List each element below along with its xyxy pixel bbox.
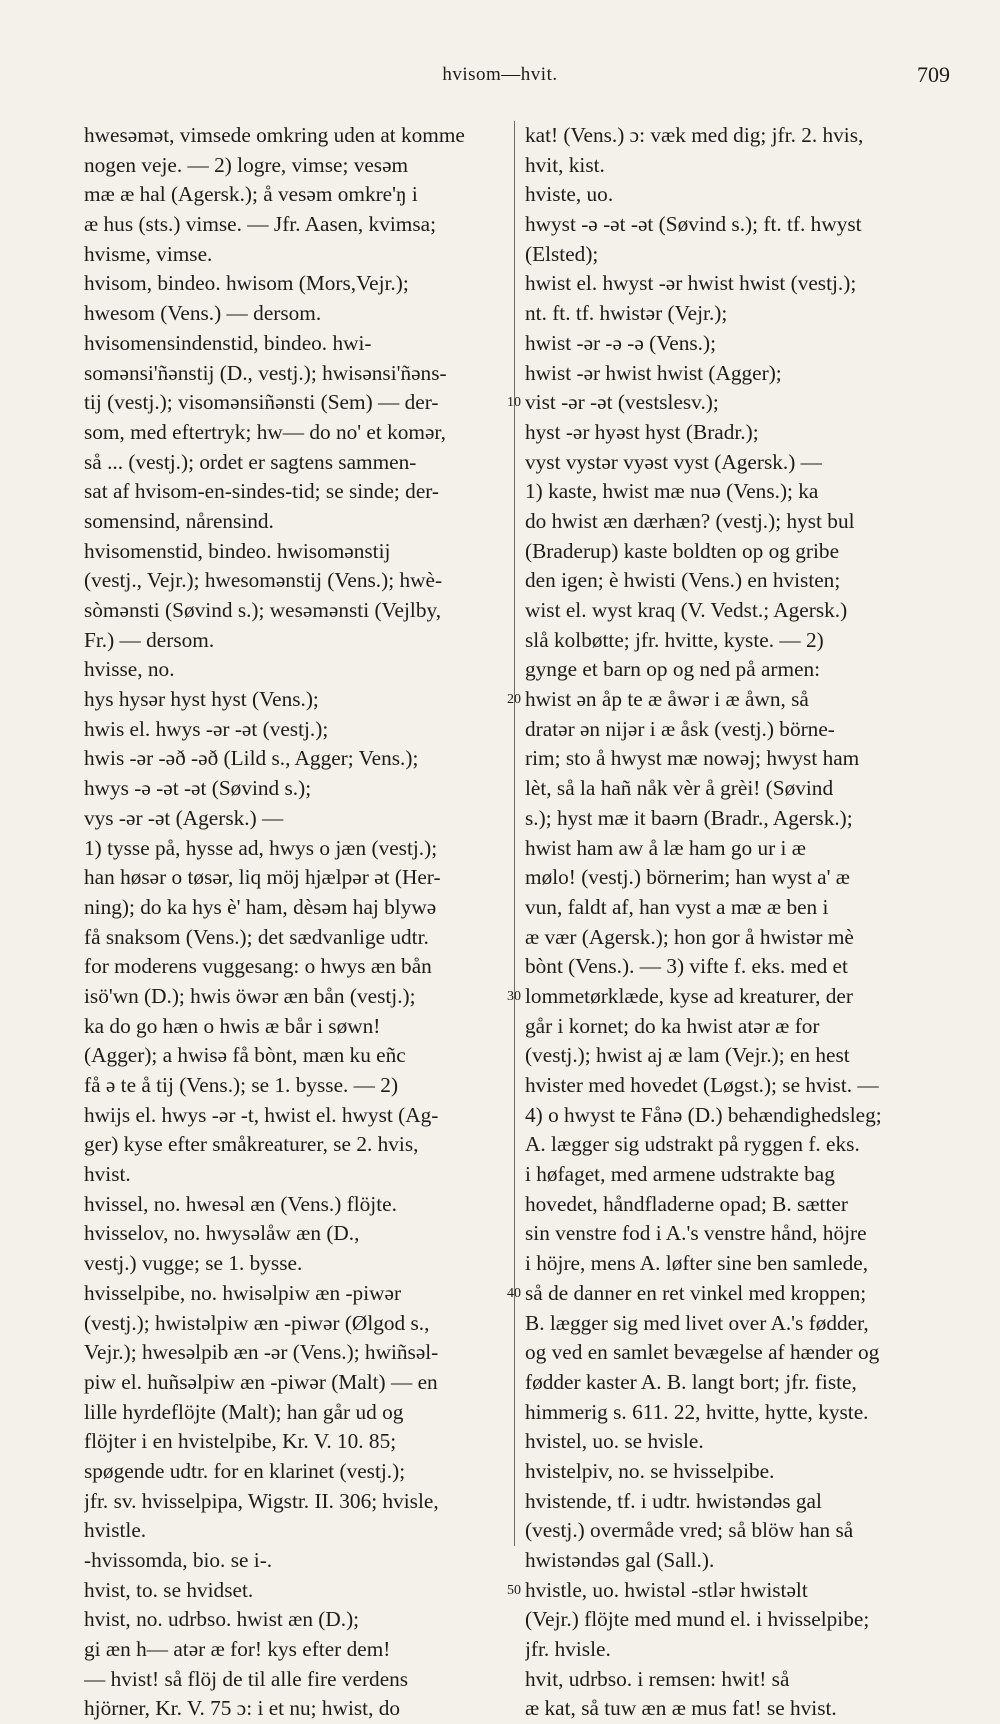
text-line: hwijs el. hwys -ər -t, hwist el. hwyst (Ag- (84, 1102, 439, 1127)
text-line: (vestj., Vejr.); hwesomənstij (Vens.); hwè- (84, 568, 443, 593)
text-line: nogen veje. — 2) logre, vimse; vesəm (84, 152, 409, 177)
text-line: få ə te å tij (Vens.); se 1. bysse. — 2) (84, 1073, 399, 1097)
text-line: A. lægger sig udstrakt på ryggen f. eks. (525, 1132, 860, 1157)
text-line: ning); do ka hys è' ham, dèsəm haj blywə (84, 894, 437, 919)
text-line: i höjre, mens A. løfter sine ben samlede, (525, 1251, 869, 1276)
text-line: 1) tysse på, hysse ad, hwys o jæn (vestj.); (84, 835, 438, 860)
text-line: hvisselpibe, no. hwisəlpiw æn -piwər (84, 1280, 402, 1305)
text-line: hvit, kist. (525, 152, 605, 177)
right-column (525, 121, 945, 1724)
text-line: lèt, så la hañ nåk vèr å grèi! (Søvind (525, 776, 834, 801)
line-number-marker: 30 (507, 989, 521, 1005)
text-line: hovedet, håndfladerne opad; B. sætter (525, 1191, 848, 1216)
text-line: hwesom (Vens.) — dersom. (84, 301, 322, 326)
text-line: vyst vystər vyəst vyst (Agersk.) — (525, 449, 822, 474)
text-line: mølo! (vestj.) börnerim; han wyst a' æ (525, 865, 851, 890)
text-line: hviste, uo. (525, 182, 614, 207)
text-line: somənsi'ñənstij (D., vestj.); hwisənsi'ñəns- (84, 360, 447, 385)
text-line: (Vejr.) flöjte med mund el. i hvisselpibe; (525, 1607, 870, 1632)
text-line: hvistende, tf. i udtr. hwistəndəs gal (525, 1488, 822, 1513)
text-line: så de danner en ret vinkel med kroppen; (525, 1280, 867, 1305)
text-line: hvisse, no. (84, 657, 175, 682)
text-line: hwyst -ə -ət -ət (Søvind s.); ft. tf. hwyst (525, 212, 862, 237)
text-line: piw el. huñsəlpiw æn -piwər (Malt) — en (84, 1369, 438, 1394)
text-line: hvist. (84, 1162, 131, 1187)
text-line: går i kornet; do ka hwist atər æ for (525, 1013, 820, 1038)
text-line: hvisselov, no. hwysəlåw æn (D., (84, 1221, 360, 1246)
text-line: hwis el. hwys -ər -ət (vestj.); (84, 716, 329, 741)
text-line: bònt (Vens.). — 3) vifte f. eks. med et (525, 954, 848, 979)
text-line: den igen; è hwisti (Vens.) en hvisten; (525, 568, 841, 593)
text-line: spøgende udtr. for en klarinet (vestj.); (84, 1458, 406, 1483)
text-line: for moderens vuggesang: o hwys æn bån (84, 954, 432, 979)
text-line: og ved en samlet bevægelse af hænder og (525, 1340, 880, 1365)
text-line: få snaksom (Vens.); det sædvanlige udtr. (84, 924, 429, 949)
text-line: ger) kyse efter småkreaturer, se 2. hvis, (84, 1132, 419, 1157)
text-line: Vejr.); hwesəlpib æn -ər (Vens.); hwiñsəl- (84, 1340, 439, 1365)
text-line: somensind, nårensind. (84, 508, 274, 533)
line-number-marker: 40 (507, 1286, 521, 1302)
text-line: gi æn h— atər æ for! kys efter dem! (84, 1637, 391, 1662)
text-line: lille hyrdeflöjte (Malt); han går ud og (84, 1399, 404, 1424)
text-line: wist el. wyst kraq (V. Vedst.; Agersk.) (525, 598, 848, 622)
text-line: 4) o hwyst te Fånə (D.) behændighedsleg; (525, 1102, 882, 1127)
text-line: hwist -ər -ə -ə (Vens.); (525, 330, 717, 355)
text-line: jfr. hvisle. (525, 1637, 611, 1662)
text-line: hvistelpiv, no. se hvisselpibe. (525, 1458, 775, 1483)
text-line: (vestj.); hwist aj æ lam (Vejr.); en hest (525, 1043, 850, 1068)
text-line: (Agger); a hwisə få bònt, mæn ku eñc (84, 1043, 406, 1068)
text-line: (vestj.) overmåde vred; så blöw han så (525, 1518, 854, 1543)
text-line: hvistle. (84, 1518, 147, 1543)
text-line: hys hysər hyst hyst (Vens.); (84, 687, 319, 712)
text-line: vun, faldt af, han vyst a mæ æ ben i (525, 894, 829, 919)
text-line: hvisom, bindeo. hwisom (Mors,Vejr.); (84, 271, 409, 296)
text-line: som, med eftertryk; hw— do no' et komər, (84, 419, 446, 444)
text-line: B. lægger sig med livet over A.'s fødder, (525, 1310, 869, 1335)
text-line: hwesəmət, vimsede omkring uden at komme (84, 123, 465, 147)
text-line: hvisomenstid, bindeo. hwisomənstij (84, 538, 391, 563)
text-line: s.); hyst mæ it baərn (Bradr., Agersk.); (525, 805, 853, 830)
text-line: — hvist! så flöj de til alle fire verdens (84, 1666, 409, 1691)
running-header: hvisom—hvit. (442, 64, 558, 85)
line-number-marker: 10 (507, 395, 521, 411)
text-line: hwist ən åp te æ åwər i æ åwn, så (525, 687, 809, 712)
text-line: (Braderup) kaste boldten op og gribe (525, 538, 840, 563)
text-line: så ... (vestj.); ordet er sagtens sammen- (84, 449, 417, 474)
text-line: æ vær (Agersk.); hon gor å hwistər mè (525, 924, 854, 949)
text-line: himmerig s. 611. 22, hvitte, hytte, kyste. (525, 1399, 869, 1424)
text-line: tij (vestj.); visomənsiñənsti (Sem) — der- (84, 390, 439, 415)
text-line: flöjter i en hvistelpibe, Kr. V. 10. 85; (84, 1429, 397, 1454)
text-line: hvistle, uo. hwistəl -stlər hwistəlt (525, 1577, 808, 1602)
text-line: hwys -ə -ət -ət (Søvind s.); (84, 776, 312, 801)
text-line: gynge et barn op og ned på armen: (525, 657, 821, 682)
text-line: nt. ft. tf. hwistər (Vejr.); (525, 301, 728, 326)
text-line: hvist, to. se hvidset. (84, 1577, 254, 1602)
text-line: -hvissomda, bio. se i-. (84, 1548, 273, 1572)
text-line: rim; sto å hwyst mæ nowəj; hwyst ham (525, 746, 860, 771)
text-line: i høfaget, med armene udstrakte bag (525, 1162, 835, 1187)
text-line: hvit, udrbso. i remsen: hwit! så (525, 1666, 790, 1691)
text-line: vys -ər -ət (Agersk.) — (84, 805, 284, 830)
text-line: hvisomensindenstid, bindeo. hwi- (84, 330, 372, 355)
text-line: lommetørklæde, kyse ad kreaturer, der (525, 983, 853, 1008)
text-line: isö'wn (D.); hwis öwər æn bån (vestj.); (84, 983, 416, 1008)
text-line: hjörner, Kr. V. 75 ɔ: i et nu; hwist, do (84, 1696, 401, 1721)
text-line: 1) kaste, hwist mæ nuə (Vens.); ka (525, 479, 819, 504)
text-line: sat af hvisom-en-sindes-tid; se sinde; der- (84, 479, 440, 504)
text-line: jfr. sv. hvisselpipa, Wigstr. II. 306; hvisle, (84, 1488, 439, 1513)
text-line: Fr.) — dersom. (84, 627, 215, 652)
text-line: ka do go hæn o hwis æ bår i søwn! (84, 1013, 381, 1038)
left-column (84, 121, 504, 1724)
text-line: (vestj.); hwistəlpiw æn -piwər (Ølgod s., (84, 1310, 430, 1335)
line-number-marker: 20 (507, 692, 521, 708)
text-line: hvist, no. udrbso. hwist æn (D.); (84, 1607, 360, 1632)
text-line: slå kolbøtte; jfr. hvitte, kyste. — 2) (525, 627, 824, 652)
line-number-marker: 50 (507, 1583, 521, 1599)
text-line: hyst -ər hyəst hyst (Bradr.); (525, 419, 759, 444)
column-divider (514, 121, 515, 1546)
text-line: vist -ər -ət (vestslesv.); (525, 390, 719, 415)
text-line: hwis -ər -əð -əð (Lild s., Agger; Vens.); (84, 746, 419, 771)
text-line: han høsər o tøsər, liq möj hjælpər ət (Her- (84, 865, 441, 890)
page-number: 709 (917, 62, 950, 87)
text-line: hwistəndəs gal (Sall.). (525, 1548, 715, 1572)
text-line: hvisme, vimse. (84, 241, 213, 266)
text-line: dratər ən nijər i æ åsk (vestj.) börne- (525, 716, 835, 741)
text-line: do hwist æn dærhæn? (vestj.); hyst bul (525, 508, 855, 533)
text-line: hwist ham aw å læ ham go ur i æ (525, 835, 806, 860)
text-line: hwist el. hwyst -ər hwist hwist (vestj.); (525, 271, 857, 296)
text-line: fødder kaster A. B. langt bort; jfr. fiste, (525, 1369, 857, 1394)
text-line: (Elsted); (525, 241, 599, 266)
text-line: vestj.) vugge; se 1. bysse. (84, 1251, 303, 1276)
text-line: kat! (Vens.) ɔ: væk med dig; jfr. 2. hvis, (525, 123, 864, 147)
text-line: æ hus (sts.) vimse. — Jfr. Aasen, kvimsa; (84, 212, 436, 237)
text-line: mæ æ hal (Agersk.); å vesəm omkre'ŋ i (84, 182, 418, 207)
text-line: hvistel, uo. se hvisle. (525, 1429, 704, 1454)
text-line: hvister med hovedet (Løgst.); se hvist. — (525, 1073, 879, 1097)
text-line: sòmənsti (Søvind s.); wesəmənsti (Vejlby, (84, 598, 442, 622)
text-line: hvissel, no. hwesəl æn (Vens.) flöjte. (84, 1191, 397, 1216)
text-line: hwist -ər hwist hwist (Agger); (525, 360, 782, 385)
text-line: sin venstre fod i A.'s venstre hånd, höjre (525, 1221, 867, 1246)
text-line: æ kat, så tuw æn æ mus fat! se hvist. (525, 1696, 837, 1721)
